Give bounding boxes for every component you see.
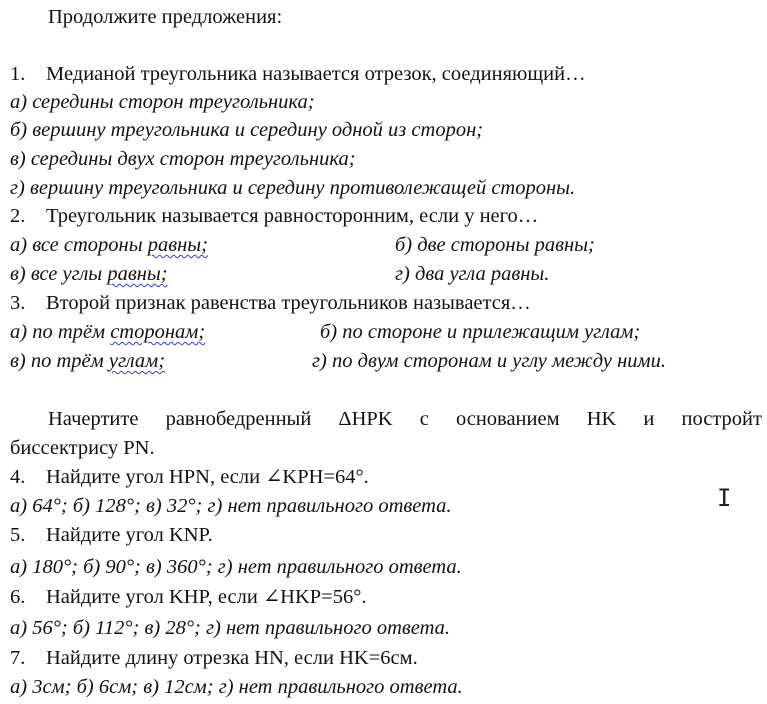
text-cursor-icon: I: [717, 484, 732, 512]
q3-option-b: б) по стороне и прилежащим углам;: [320, 321, 641, 343]
q2-option-b: б) две стороны равны;: [395, 234, 595, 256]
task-line-1: Начертите равнобедренный ΔHPK с основанием HK и постройт: [48, 408, 762, 430]
question-5-text: Найдите угол KNP.: [46, 524, 213, 546]
q1-option-a: а) середины сторон треугольника;: [10, 91, 315, 113]
question-4-text: Найдите угол HPN, если ∠KPH=64°.: [46, 466, 369, 488]
question-3-number: 3.: [10, 292, 26, 314]
question-1: [10, 64, 586, 85]
question-2: [10, 206, 538, 227]
question-3: [10, 293, 531, 314]
q3-option-a-prefix: а) по трём: [10, 321, 111, 343]
q1-option-c: в) середины двух сторон треугольника;: [10, 148, 356, 170]
q1-option-b: б) вершину треугольника и середину одной из сторон;: [10, 119, 484, 141]
q3-option-c: [10, 351, 165, 372]
q2-option-a-prefix: а) все стороны: [10, 234, 148, 256]
question-5: [10, 525, 213, 546]
question-3-text: Второй признак равенства треугольников называется…: [46, 292, 531, 314]
question-1-text: Медианой треугольника называется отрезок, соединяющий…: [46, 63, 586, 85]
spellcheck-underlined-word: углам;: [108, 350, 166, 372]
question-2-number: 2.: [10, 205, 26, 227]
q2-option-c: [10, 264, 168, 285]
intro-heading: Продолжите предложения:: [48, 6, 283, 28]
q1-option-d: г) вершину треугольника и середину противолежащей стороны.: [10, 177, 576, 199]
question-2-text: Треугольник называется равносторонним, если у него…: [46, 205, 539, 227]
q2-option-d: г) два угла равны.: [395, 263, 550, 285]
question-7-number: 7.: [10, 647, 26, 669]
q4-options: а) 64°; б) 128°; в) 32°; г) нет правильного ответа.: [10, 495, 452, 517]
task-line-2: биссектрису PN.: [10, 437, 155, 459]
question-6-text: Найдите угол KHP, если ∠HKP=56°.: [46, 586, 367, 608]
question-6: [10, 587, 367, 608]
spellcheck-underlined-word: равны;: [107, 263, 168, 285]
question-7-text: Найдите длину отрезка HN, если HK=6см.: [46, 647, 418, 669]
question-4: [10, 467, 369, 488]
q3-option-d: г) по двум сторонам и углу между ними.: [312, 350, 666, 372]
q2-option-a: [10, 235, 208, 256]
question-1-number: 1.: [10, 63, 26, 85]
q2-option-c-prefix: в) все углы: [10, 263, 108, 285]
q7-options: а) 3см; б) 6см; в) 12см; г) нет правильного ответа.: [10, 676, 463, 698]
q6-options: а) 56°; б) 112°; в) 28°; г) нет правильного ответа.: [10, 617, 451, 639]
question-5-number: 5.: [10, 524, 26, 546]
q3-option-a: [10, 322, 205, 343]
question-7: [10, 648, 418, 669]
q3-option-c-prefix: в) по трём: [10, 350, 109, 372]
question-6-number: 6.: [10, 586, 26, 608]
q5-options: а) 180°; б) 90°; в) 360°; г) нет правильного ответа.: [10, 556, 462, 578]
spellcheck-underlined-word: равны;: [147, 234, 208, 256]
question-4-number: 4.: [10, 466, 26, 488]
spellcheck-underlined-word: сторонам;: [110, 321, 206, 343]
